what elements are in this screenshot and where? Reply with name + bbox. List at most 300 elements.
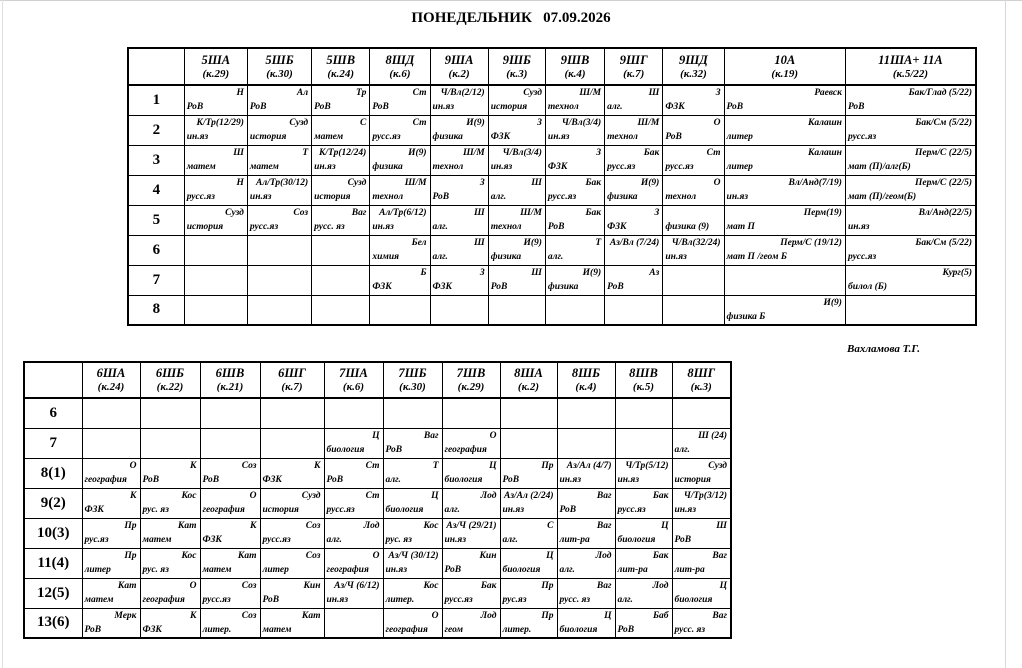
subject-name	[558, 443, 615, 457]
lesson-cell	[260, 548, 324, 578]
subject-name	[725, 280, 845, 294]
subject-name: ин.яз	[847, 222, 870, 232]
lesson-cell	[488, 265, 545, 295]
subject-name: география	[326, 565, 369, 575]
lesson-number: 8(1)	[24, 458, 82, 488]
subject-name: ФЗК	[490, 132, 511, 142]
subject-name: география	[202, 505, 245, 515]
teacher-name: Ш	[474, 238, 485, 248]
subject-name: химия	[372, 252, 400, 262]
lesson-cell	[82, 548, 140, 578]
subject-name: физика (9)	[665, 222, 710, 232]
subject-name: РоВ	[665, 132, 682, 142]
teacher-name: Ш/М	[579, 88, 602, 99]
class-name: 10А	[774, 52, 796, 67]
subject-name: ин.яз	[547, 132, 570, 142]
teacher-name	[616, 429, 672, 443]
lesson-cell	[557, 428, 615, 458]
room-number: (к.4)	[564, 67, 586, 80]
lesson-cell	[140, 518, 200, 548]
class-header	[140, 362, 200, 398]
subject-name: литер.	[202, 624, 232, 635]
teacher-name: И(9)	[523, 238, 542, 248]
subject-name: алг.	[326, 535, 342, 545]
class-name: 9ШБ	[502, 52, 531, 67]
teacher-name: Ал/Тр(30/12)	[255, 178, 309, 188]
subject-name: география	[385, 624, 428, 635]
lesson-cell	[247, 175, 311, 205]
subject-name	[325, 623, 383, 637]
subject-name	[384, 413, 442, 427]
lesson-cell	[430, 235, 488, 265]
subject-name: литер	[726, 162, 753, 172]
teacher-name: З	[715, 88, 721, 99]
room-number: (к.7)	[281, 381, 303, 393]
teacher-name: О	[431, 610, 439, 621]
subject-name: география	[444, 445, 487, 455]
class-name: 9ШВ	[560, 52, 590, 67]
subject-name: РоВ	[502, 475, 520, 485]
lesson-cell	[500, 578, 557, 608]
subject-name: ФЗК	[372, 282, 392, 292]
teacher-name: Н	[236, 178, 244, 188]
subject-name: биология	[617, 535, 656, 545]
page-right-margin-line	[1005, 0, 1006, 668]
room-number: (к.24)	[327, 67, 355, 80]
subject-name: ин.яз	[490, 162, 513, 172]
teacher-name: Ш/М	[520, 208, 542, 218]
subject-name: мат (П)/алг(Б)	[847, 162, 911, 172]
teacher-name	[312, 296, 369, 310]
lesson-cell	[370, 145, 430, 175]
teacher-name: Ш	[716, 521, 727, 531]
class-header	[615, 362, 672, 398]
lesson-cell	[184, 85, 247, 115]
subject-name: русс.яз	[372, 132, 401, 142]
teacher-name: Кос	[423, 581, 439, 591]
subject-name: РоВ	[444, 565, 462, 575]
subject-name: русс. яз	[314, 222, 345, 232]
teacher-name: И(9)	[582, 268, 602, 278]
teacher-name: Ц	[546, 551, 554, 561]
teacher-name: С	[359, 118, 367, 128]
teacher-name: К	[190, 461, 197, 471]
subject-name: русс.яз	[607, 162, 636, 172]
teacher-name: К	[250, 521, 257, 531]
subject-name	[248, 280, 311, 294]
lesson-cell	[845, 175, 976, 205]
subject-name: лит-ра	[674, 565, 705, 575]
teacher-name	[663, 266, 723, 280]
subject-name: литер.	[385, 595, 415, 605]
lesson-cell	[324, 608, 383, 638]
teacher-name: Кург(5)	[942, 268, 972, 278]
lesson-number: 5	[128, 205, 184, 235]
teacher-name: Ст	[412, 88, 427, 99]
lesson-number: 11(4)	[24, 548, 82, 578]
teacher-name: Ц	[489, 461, 497, 471]
lesson-cell	[615, 428, 672, 458]
lesson-cell	[724, 115, 845, 145]
teacher-name: Ш	[233, 148, 244, 158]
lesson-cell	[430, 265, 488, 295]
teacher-name: О	[249, 491, 257, 501]
lesson-cell	[370, 295, 430, 325]
subject-name: ин.яз	[617, 475, 640, 485]
class-header	[370, 48, 430, 85]
teacher-name: Н	[236, 88, 244, 99]
lesson-cell	[312, 235, 370, 265]
class-header	[663, 48, 724, 85]
teacher-name: Ч/Вл(2/12)	[440, 88, 485, 99]
teacher-name: Т	[302, 148, 309, 158]
subject-name: русс.яз	[326, 505, 355, 515]
teacher-name: Бак	[585, 178, 602, 188]
class-header	[845, 48, 976, 85]
lesson-cell	[724, 145, 845, 175]
subject-name	[616, 413, 672, 427]
room-number: (к.32)	[680, 67, 707, 80]
lesson-cell	[442, 458, 500, 488]
lesson-cell	[557, 608, 615, 638]
lesson-cell	[845, 295, 976, 325]
lesson-cell	[184, 145, 247, 175]
teacher-name	[141, 399, 200, 413]
lesson-cell	[442, 428, 500, 458]
room-number: (к.30)	[399, 381, 426, 393]
subject-name: ин.яз	[314, 162, 336, 172]
teacher-name: Ц	[372, 431, 380, 441]
lesson-cell	[442, 578, 500, 608]
lesson-cell	[545, 175, 604, 205]
teacher-name: И(9)	[823, 297, 842, 308]
lesson-cell	[724, 175, 845, 205]
teacher-name: Б	[420, 268, 427, 278]
lesson-cell	[845, 265, 976, 295]
lesson-cell	[488, 295, 545, 325]
room-number: (к.4)	[575, 381, 597, 393]
subject-name: литер.	[502, 624, 532, 635]
lesson-cell	[442, 608, 500, 638]
header-row	[24, 362, 731, 398]
subject-name	[83, 413, 140, 427]
subject-name	[370, 310, 429, 324]
subject-name: русс. яз	[559, 595, 591, 605]
lesson-row	[24, 398, 731, 428]
subject-name	[201, 443, 260, 457]
subject-name: русс.яз	[547, 192, 577, 202]
teacher-name	[312, 236, 369, 250]
subject-name: ин.яз	[326, 595, 349, 605]
subject-name: алг.	[490, 192, 507, 202]
teacher-name: Бак	[652, 491, 669, 501]
author-name: Вахламова Т.Г.	[847, 343, 920, 355]
teacher-name: Ст	[365, 491, 380, 501]
class-name: 9ША	[444, 52, 474, 67]
class-header	[724, 48, 845, 85]
subject-name: алг.	[547, 252, 564, 262]
subject-name: ФЗК	[84, 505, 104, 515]
lesson-cell	[200, 518, 260, 548]
teacher-name: Бак/Глад (5/22)	[908, 88, 972, 99]
subject-name: алг.	[502, 535, 518, 545]
subject-name: физика Б	[726, 311, 766, 322]
subject-name	[501, 413, 557, 427]
subject-name	[443, 413, 500, 427]
class-name: 8ШД	[385, 52, 415, 67]
lesson-cell	[247, 265, 311, 295]
subject-name: литер	[726, 132, 753, 142]
subject-name: ин.яз	[186, 132, 209, 142]
lesson-cell	[663, 85, 724, 115]
lesson-cell	[184, 115, 247, 145]
lesson-cell	[260, 428, 324, 458]
teacher-name	[846, 296, 975, 310]
lesson-cell	[430, 175, 488, 205]
lesson-row	[128, 265, 976, 295]
subject-name	[605, 310, 662, 324]
subject-name: РоВ	[202, 475, 220, 485]
teacher-name: Кос	[181, 491, 197, 501]
room-number: (к.21)	[216, 381, 244, 393]
lesson-cell	[724, 265, 845, 295]
subject-name: технол	[547, 102, 579, 113]
teacher-name: Калашн	[807, 118, 842, 128]
teacher-name: Бак/См (5/22)	[915, 118, 972, 128]
class-header	[247, 48, 311, 85]
teacher-name: Лод	[480, 491, 497, 501]
class-name: 7ШБ	[398, 366, 427, 380]
lesson-cell	[430, 205, 488, 235]
lesson-cell	[200, 458, 260, 488]
subject-name: история	[262, 505, 299, 515]
lesson-cell	[724, 235, 845, 265]
class-name: 6ШВ	[215, 366, 245, 380]
lesson-cell	[312, 85, 370, 115]
teacher-name: Пр	[124, 551, 137, 561]
teacher-name: Ш	[648, 88, 660, 99]
lesson-cell	[383, 518, 442, 548]
lesson-cell	[672, 428, 731, 458]
page-top-edge	[0, 0, 1022, 1]
subject-name	[312, 310, 369, 324]
subject-name	[261, 413, 324, 427]
subject-name: русс.яз	[262, 535, 291, 545]
subject-name: история	[314, 192, 351, 202]
class-name: 9ШД	[678, 52, 708, 67]
teacher-name: Раевск	[814, 88, 842, 99]
subject-name: матем	[314, 132, 344, 142]
teacher-name: Вл/Анд(7/19)	[788, 178, 842, 188]
subject-name: ФЗК	[202, 535, 222, 545]
subject-name	[312, 280, 369, 294]
class-header	[383, 362, 442, 398]
lesson-cell	[383, 428, 442, 458]
subject-name	[141, 413, 200, 427]
room-number: (к.6)	[389, 67, 411, 80]
teacher-name	[558, 399, 615, 413]
lesson-number: 9(2)	[24, 488, 82, 518]
subject-name: русс.яз	[249, 222, 279, 232]
lesson-cell	[247, 115, 311, 145]
teacher-name: Ш (24)	[698, 431, 727, 441]
teacher-name: Бак	[652, 551, 669, 561]
lesson-cell	[200, 398, 260, 428]
lesson-row	[128, 235, 976, 265]
subject-name: ин.яз	[726, 192, 749, 202]
teacher-name	[501, 399, 557, 413]
teacher-name	[201, 399, 260, 413]
lesson-cell	[324, 578, 383, 608]
subject-name: история	[490, 102, 528, 113]
lesson-cell	[312, 265, 370, 295]
lesson-cell	[324, 398, 383, 428]
lesson-cell	[488, 115, 545, 145]
lesson-cell	[500, 608, 557, 638]
class-header	[324, 362, 383, 398]
subject-name: география	[142, 595, 185, 605]
subject-name: РоВ	[617, 624, 635, 635]
lesson-cell	[845, 205, 976, 235]
lesson-cell	[430, 115, 488, 145]
subject-name: ФЗК	[262, 475, 282, 485]
teacher-name: Ш/М	[637, 118, 660, 128]
lesson-row	[24, 548, 731, 578]
teacher-name: Кос	[423, 521, 439, 531]
subject-name	[501, 443, 557, 457]
lesson-cell	[663, 175, 724, 205]
class-name: 8ШВ	[629, 366, 658, 380]
teacher-name: Кос	[181, 551, 197, 561]
subject-name: РоВ	[847, 102, 865, 113]
lesson-cell	[200, 608, 260, 638]
lesson-cell	[488, 175, 545, 205]
class-name: 8ШБ	[571, 366, 601, 380]
teacher-name: Соз	[241, 610, 257, 621]
lesson-cell	[312, 115, 370, 145]
teacher-name: Лод	[652, 581, 669, 591]
subject-name: русс.яз	[847, 132, 877, 142]
lesson-cell	[383, 458, 442, 488]
lesson-cell	[324, 548, 383, 578]
lesson-cell	[663, 115, 724, 145]
subject-name: РоВ	[186, 102, 204, 113]
teacher-name: Соз	[241, 581, 257, 591]
class-name: 11ША+ 11А	[878, 52, 943, 67]
subject-name: РоВ	[607, 282, 624, 292]
lesson-cell	[605, 175, 663, 205]
teacher-name: Ваг	[712, 610, 727, 621]
lesson-row	[24, 428, 731, 458]
room-number: (к.30)	[266, 67, 293, 80]
lesson-cell	[200, 578, 260, 608]
lesson-cell	[184, 295, 247, 325]
subject-name: биология	[674, 595, 713, 605]
subject-name: РоВ	[385, 445, 403, 455]
teacher-name: Соз	[305, 551, 321, 561]
lesson-row	[24, 488, 731, 518]
teacher-name: Аз/Ч (30/12)	[388, 551, 439, 561]
subject-name: алг.	[674, 445, 690, 455]
teacher-name: Лод	[480, 610, 497, 621]
teacher-name: З	[479, 268, 485, 278]
room-number: (к.24)	[97, 381, 125, 393]
lesson-cell	[545, 115, 604, 145]
class-header	[442, 362, 500, 398]
subject-name: физика	[432, 132, 463, 142]
lesson-cell	[672, 518, 731, 548]
lesson-cell	[672, 608, 731, 638]
teacher-name: Ц	[604, 610, 612, 621]
lesson-cell	[605, 235, 663, 265]
subject-name: география	[84, 475, 127, 485]
corner-cell	[24, 362, 82, 398]
lesson-cell	[247, 235, 311, 265]
teacher-name: Калашн	[807, 148, 842, 158]
class-name: 9ШГ	[619, 52, 648, 67]
subject-name: ин.яз	[432, 102, 455, 113]
subject-name: ФЗК	[607, 222, 627, 232]
lesson-cell	[247, 145, 311, 175]
subject-name	[663, 310, 723, 324]
subject-name	[248, 250, 311, 264]
lesson-cell	[845, 85, 976, 115]
subject-name	[185, 310, 247, 324]
subject-name: мат П /геом Б	[726, 252, 787, 262]
teacher-name: Кат	[237, 551, 257, 561]
lesson-row	[128, 205, 976, 235]
teacher-name: Пр	[541, 610, 554, 621]
subject-name: ин.яз	[502, 505, 525, 515]
schedule-table-lower	[23, 361, 732, 639]
subject-name: рус. яз	[142, 505, 169, 515]
subject-name: РоВ	[249, 102, 267, 113]
teacher-name	[185, 266, 247, 280]
teacher-name	[312, 266, 369, 280]
teacher-name: Т	[595, 238, 602, 248]
lesson-cell	[724, 205, 845, 235]
teacher-name: Аз/Ал (4/7)	[566, 461, 612, 471]
subject-name	[185, 250, 247, 264]
teacher-name	[185, 296, 247, 310]
teacher-name: Перм/С (22/5)	[915, 178, 972, 188]
lesson-cell	[247, 205, 311, 235]
room-number: (к.5/22)	[892, 67, 929, 80]
lesson-cell	[430, 295, 488, 325]
room-number: (к.29)	[457, 381, 485, 393]
subject-name	[83, 443, 140, 457]
teacher-name: Пр	[124, 521, 137, 531]
lesson-cell	[383, 398, 442, 428]
lesson-cell	[247, 85, 311, 115]
subject-name: история	[249, 132, 287, 142]
lesson-cell	[663, 145, 724, 175]
room-number: (к.19)	[771, 67, 799, 80]
subject-name: русс. яз	[674, 624, 706, 635]
subject-name: русс.яз	[665, 162, 694, 172]
teacher-name: Перм/С (19/12)	[780, 238, 842, 248]
subject-name: ин.яз	[665, 252, 687, 262]
teacher-name: Бел	[411, 238, 427, 248]
subject-name: геом	[444, 624, 463, 635]
subject-name: РоВ	[432, 192, 450, 202]
teacher-name: Аз/Ал (2/24)	[504, 491, 554, 501]
teacher-name: К/Тр(12/29)	[196, 118, 244, 128]
teacher-name: Лод	[595, 551, 612, 561]
teacher-name: З	[537, 118, 542, 128]
lesson-cell	[500, 488, 557, 518]
teacher-name	[605, 296, 662, 310]
